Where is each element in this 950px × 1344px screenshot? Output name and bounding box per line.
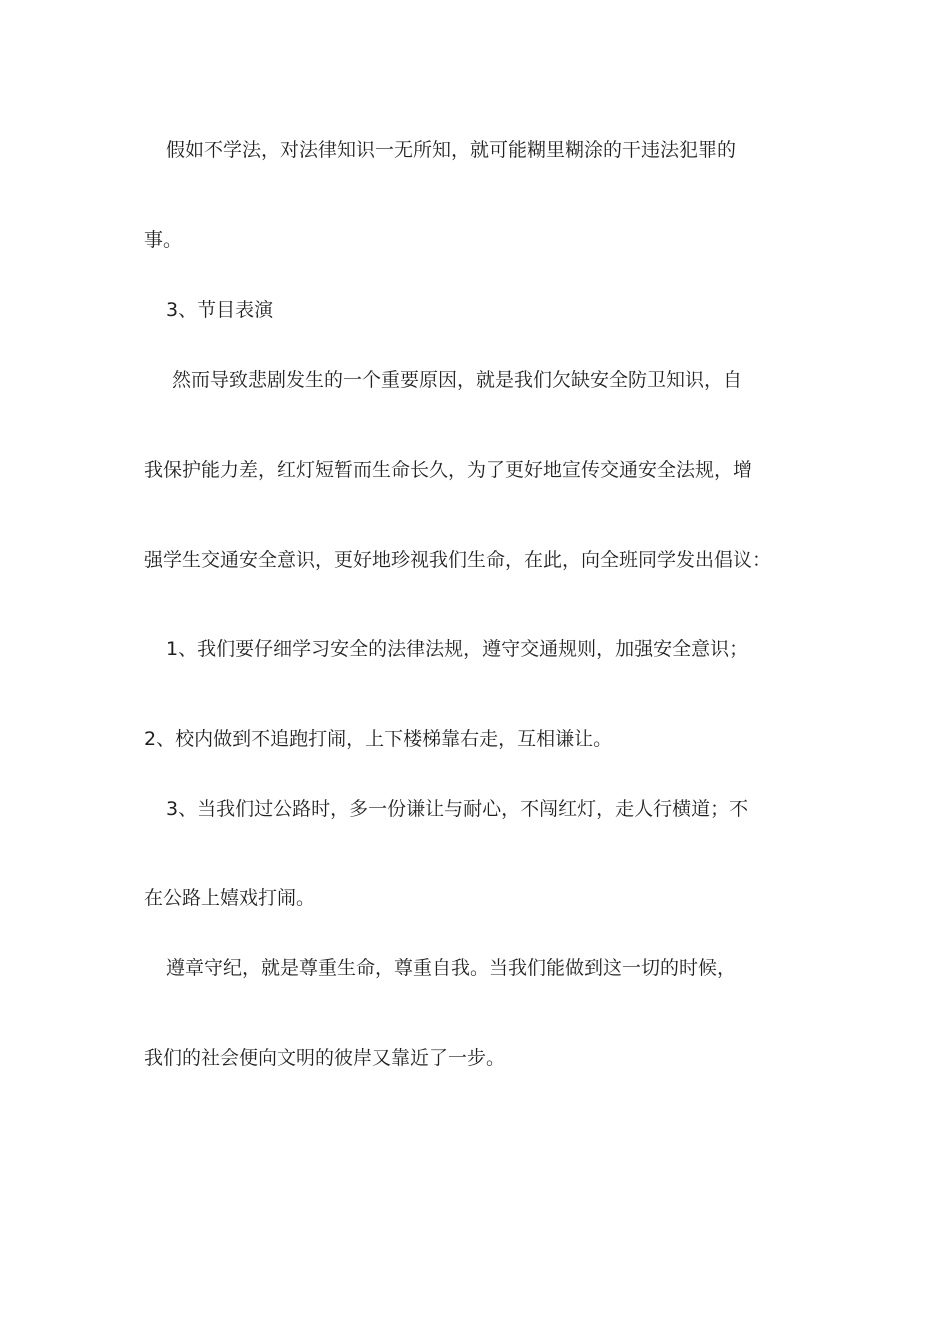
list-item: 3、当我们过公路时，多一份谦让与耐心，不闯红灯，走人行横道；不 — [166, 798, 749, 820]
paragraph-line: 我们的社会便向文明的彼岸又靠近了一步。 — [144, 1047, 506, 1069]
paragraph-line: 遵章守纪，就是尊重生命，尊重自我。当我们能做到这一切的时候， — [166, 957, 737, 979]
paragraph-line: 强学生交通安全意识，更好地珍视我们生命，在此，向全班同学发出倡议： — [144, 549, 772, 571]
paragraph-line: 假如不学法，对法律知识一无所知，就可能糊里糊涂的干违法犯罪的 — [166, 139, 737, 161]
list-item: 1、我们要仔细学习安全的法律法规，遵守交通规则，加强安全意识； — [166, 638, 749, 660]
paragraph-line: 我保护能力差，红灯短暂而生命长久，为了更好地宣传交通安全法规，增 — [144, 459, 753, 481]
paragraph-line: 然而导致悲剧发生的一个重要原因，就是我们欠缺安全防卫知识，自 — [172, 369, 743, 391]
section-heading: 3、节目表演 — [166, 299, 274, 321]
list-item: 2、校内做到不追跑打闹，上下楼梯靠右走，互相谦让。 — [144, 728, 613, 750]
paragraph-line: 事。 — [144, 229, 183, 251]
paragraph-line: 在公路上嬉戏打闹。 — [144, 887, 316, 909]
